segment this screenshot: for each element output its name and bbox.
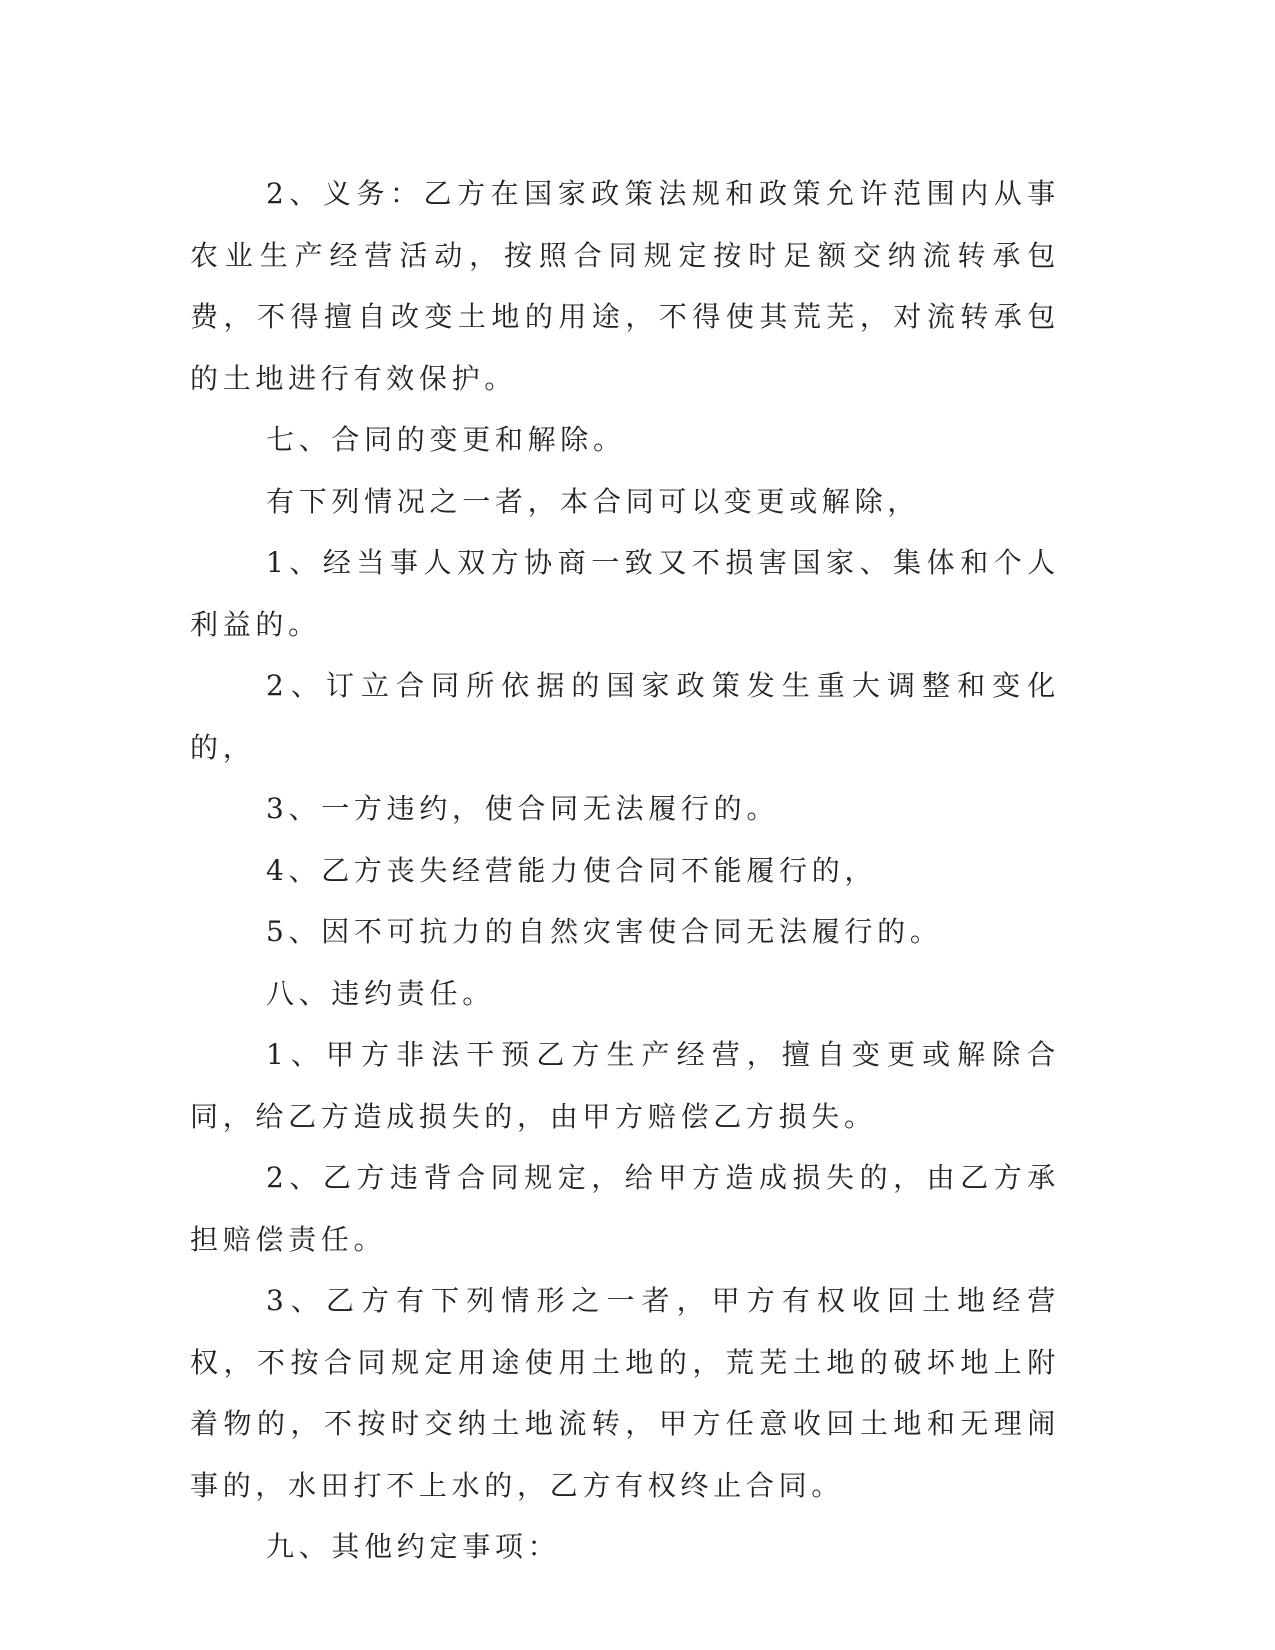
heading-section-9: 九、其他约定事项： [266,1530,561,1563]
paragraph-change-intro: 有下列情况之一者，本合同可以变更或解除， [266,484,921,518]
list-item-liability-1: 1、甲方非法干预乙方生产经营，擅自变更或解除合同，给乙方造成损失的，由甲方赔偿乙方损失。 [190,1038,1060,1133]
paragraph-obligations: 2、义务：乙方在国家政策法规和政策允许范围内从事农业生产经营活动，按照合同规定按时足额交纳流转承包费，不得擅自改变土地的用途，不得使其荒芜，对流转承包的土地进行有效保护。 [190,177,1060,395]
list-item-change-3: 3、一方违约，使合同无法履行的。 [266,792,780,825]
heading-section-8: 八、违约责任。 [266,976,495,1010]
list-item-change-5: 5、因不可抗力的自然灾害使合同无法履行的。 [266,915,943,948]
contract-text [190,163,1060,1578]
list-item-liability-2: 2、乙方违背合同规定，给甲方造成损失的，由乙方承担赔偿责任。 [190,1161,1060,1256]
heading-section-7: 七、合同的变更和解除。 [266,423,626,456]
list-item-change-1: 1、经当事人双方协商一致又不损害国家、集体和个人利益的。 [190,546,1060,641]
list-item-change-2: 2、订立合同所依据的国家政策发生重大调整和变化的， [190,669,1060,764]
list-item-liability-3: 3、乙方有下列情形之一者，甲方有权收回土地经营权，不按合同规定用途使用土地的，荒芜土地的破坏地上附着物的，不按时交纳土地流转，甲方任意收回土地和无理闹事的，水田打不上水的，乙方有权终止合同。 [190,1284,1060,1502]
list-item-change-4: 4、乙方丧失经营能力使合同不能履行的， [266,853,878,887]
